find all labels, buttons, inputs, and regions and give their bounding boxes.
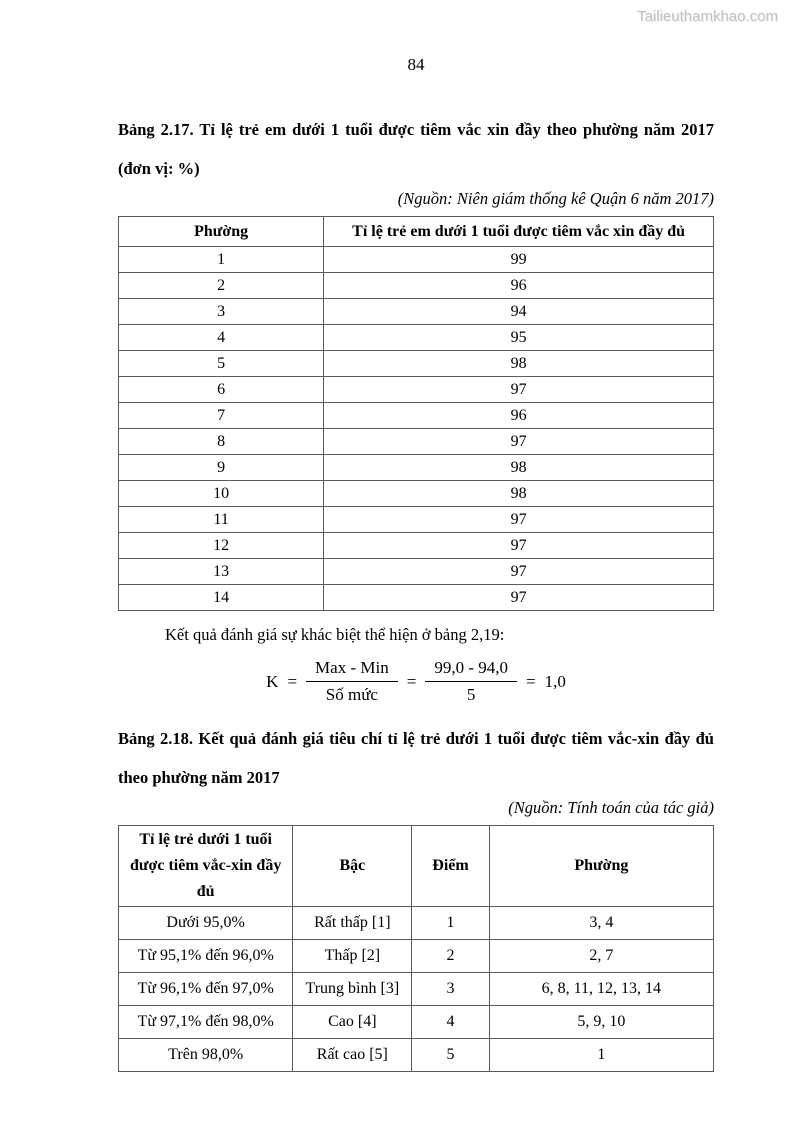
table-2-17 bbox=[118, 216, 714, 611]
ward-cell: 9 bbox=[119, 455, 324, 481]
ward-cell: 1 bbox=[119, 247, 324, 273]
level-cell: Rất thấp [1] bbox=[293, 907, 412, 940]
table-row bbox=[119, 907, 714, 940]
table-row bbox=[119, 429, 714, 455]
wards-cell: 5, 9, 10 bbox=[489, 1006, 713, 1039]
point-cell: 2 bbox=[412, 940, 489, 973]
ward-cell: 11 bbox=[119, 507, 324, 533]
formula-equals: = bbox=[525, 671, 536, 691]
table-2-17-title: Bảng 2.17. Tỉ lệ trẻ em dưới 1 tuổi được tiêm vắc xin đầy theo phường năm 2017 (đơn vị: %) bbox=[118, 120, 714, 178]
range-cell: Từ 96,1% đến 97,0% bbox=[119, 973, 293, 1006]
point-cell: 5 bbox=[412, 1039, 489, 1072]
table-2-18-source: (Nguồn: Tính toán của tác giả) bbox=[508, 798, 714, 817]
rate-cell: 96 bbox=[324, 273, 714, 299]
range-cell: Dưới 95,0% bbox=[119, 907, 293, 940]
table-row bbox=[119, 940, 714, 973]
table-row bbox=[119, 247, 714, 273]
table-2-18 bbox=[118, 825, 714, 1072]
ward-cell: 6 bbox=[119, 377, 324, 403]
ward-cell: 2 bbox=[119, 273, 324, 299]
table-row bbox=[119, 455, 714, 481]
ward-cell: 7 bbox=[119, 403, 324, 429]
rate-cell: 98 bbox=[324, 481, 714, 507]
wards-cell: 2, 7 bbox=[489, 940, 713, 973]
range-cell: Từ 95,1% đến 96,0% bbox=[119, 940, 293, 973]
point-cell: 3 bbox=[412, 973, 489, 1006]
table-row bbox=[119, 299, 714, 325]
rate-cell: 97 bbox=[324, 533, 714, 559]
table-header-row bbox=[119, 217, 714, 247]
table-row bbox=[119, 507, 714, 533]
table-row bbox=[119, 533, 714, 559]
rate-cell: 98 bbox=[324, 455, 714, 481]
level-cell: Rất cao [5] bbox=[293, 1039, 412, 1072]
document-page bbox=[118, 0, 714, 1072]
formula-result: 1,0 bbox=[544, 671, 566, 691]
fraction-denominator: 5 bbox=[466, 685, 476, 704]
rate-cell: 98 bbox=[324, 351, 714, 377]
fraction-numerator: 99,0 - 94,0 bbox=[425, 658, 517, 682]
formula-equals: = bbox=[287, 671, 298, 691]
ward-cell: 12 bbox=[119, 533, 324, 559]
table-row bbox=[119, 559, 714, 585]
column-header-bac: Bậc bbox=[293, 826, 412, 907]
table-row bbox=[119, 1006, 714, 1039]
rate-cell: 97 bbox=[324, 507, 714, 533]
rate-cell: 94 bbox=[324, 299, 714, 325]
wards-cell: 1 bbox=[489, 1039, 713, 1072]
site-watermark: Tailieuthamkhao.com bbox=[637, 8, 778, 25]
column-header-diem: Điểm bbox=[412, 826, 489, 907]
ward-cell: 5 bbox=[119, 351, 324, 377]
table-2-17-source: (Nguồn: Niên giám thống kê Quận 6 năm 2017) bbox=[397, 189, 714, 208]
table-row bbox=[119, 325, 714, 351]
ward-cell: 13 bbox=[119, 559, 324, 585]
table-row bbox=[119, 585, 714, 611]
column-header-phuong: Phường bbox=[119, 217, 324, 247]
ward-cell: 10 bbox=[119, 481, 324, 507]
ward-cell: 3 bbox=[119, 299, 324, 325]
rate-cell: 97 bbox=[324, 585, 714, 611]
table-2-18-title: Bảng 2.18. Kết quả đánh giá tiêu chí tỉ lệ trẻ dưới 1 tuổi được tiêm vắc-xin đầy đủ theo phường năm 2017 bbox=[118, 729, 714, 787]
table-row bbox=[119, 273, 714, 299]
table-header-row bbox=[119, 826, 714, 907]
rate-cell: 97 bbox=[324, 377, 714, 403]
column-header-phuong: Phường bbox=[489, 826, 713, 907]
wards-cell: 3, 4 bbox=[489, 907, 713, 940]
point-cell: 4 bbox=[412, 1006, 489, 1039]
ward-cell: 4 bbox=[119, 325, 324, 351]
rate-cell: 95 bbox=[324, 325, 714, 351]
column-header-rate: Tỉ lệ trẻ em dưới 1 tuổi được tiêm vắc xin đầy đủ bbox=[324, 217, 714, 247]
range-cell: Trên 98,0% bbox=[119, 1039, 293, 1072]
level-cell: Trung bình [3] bbox=[293, 973, 412, 1006]
formula-equals: = bbox=[406, 671, 417, 691]
table-row bbox=[119, 377, 714, 403]
formula-lhs: K bbox=[266, 671, 279, 691]
table-row bbox=[119, 403, 714, 429]
formula-fraction-symbolic bbox=[306, 658, 398, 705]
k-formula bbox=[118, 658, 714, 705]
rate-cell: 97 bbox=[324, 559, 714, 585]
column-header-rate-range: Tỉ lệ trẻ dưới 1 tuổi được tiêm vắc-xin đầy đủ bbox=[119, 826, 293, 907]
level-cell: Cao [4] bbox=[293, 1006, 412, 1039]
rate-cell: 96 bbox=[324, 403, 714, 429]
range-cell: Từ 97,1% đến 98,0% bbox=[119, 1006, 293, 1039]
table-row bbox=[119, 973, 714, 1006]
level-cell: Thấp [2] bbox=[293, 940, 412, 973]
table-row bbox=[119, 481, 714, 507]
ward-cell: 8 bbox=[119, 429, 324, 455]
wards-cell: 6, 8, 11, 12, 13, 14 bbox=[489, 973, 713, 1006]
evaluation-note: Kết quả đánh giá sự khác biệt thể hiện ở bảng 2,19: bbox=[165, 625, 505, 644]
point-cell: 1 bbox=[412, 907, 489, 940]
formula-fraction-numeric bbox=[425, 658, 517, 705]
rate-cell: 97 bbox=[324, 429, 714, 455]
fraction-denominator: Số mức bbox=[325, 685, 378, 704]
page-number: 84 bbox=[407, 55, 425, 74]
ward-cell: 14 bbox=[119, 585, 324, 611]
fraction-numerator: Max - Min bbox=[306, 658, 398, 682]
table-row bbox=[119, 351, 714, 377]
table-row bbox=[119, 1039, 714, 1072]
rate-cell: 99 bbox=[324, 247, 714, 273]
